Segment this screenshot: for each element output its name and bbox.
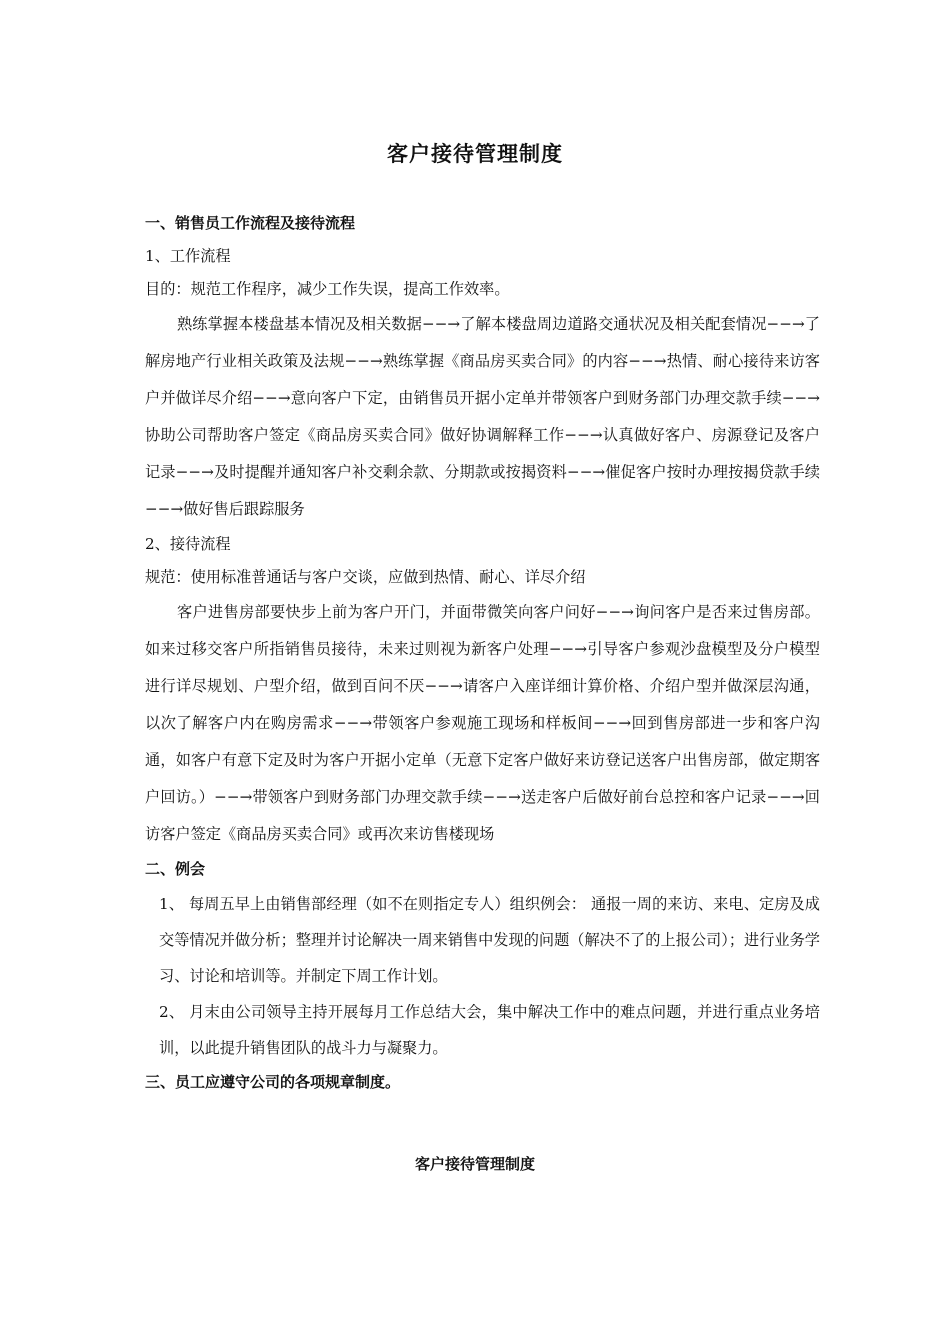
workflow-body: 熟练掌握本楼盘基本情况及相关数据−−→了解本楼盘周边道路交通状况及相关配套情况−−→了解房地产行业相关政策及法规−−→熟练掌握《商品房买卖合同》的内容−−→热情、耐心接待来访客户并做详尽介绍−−→意向客户下定，由销售员开据小定单并带领客户到财务部门办理交款手续−−→协助公司帮助客户签定《商品房买卖合同》做好协调解释工作−−→认真做好客户、房源登记及客户记录−−→及时提醒并通知客户补交剩余款、分期款或按揭资料−−→催促客户按时办理按揭贷款手续−−→做好售后跟踪服务 <box>145 315 820 518</box>
document-title: 客户接待管理制度 <box>387 142 563 166</box>
reception-rule: 规范：使用标准普通话与客户交谈，应做到热情、耐心、详尽介绍 <box>145 568 586 586</box>
reception-body: 客户进售房部要快步上前为客户开门，并面带微笑向客户问好−−→询问客户是否来过售房部。如来过移交客户所指销售员接待，未来过则视为新客户处理−−→引导客户参观沙盘模型及分户模型进行详尽规划、户型介绍，做到百问不厌−−→请客户入座详细计算价格、介绍户型并做深层沟通，以次了解客户内在购房需求−−→带领客户参观施工现场和样板间−−→回到售房部进一步和客户沟通，如客户有意下定及时为客户开据小定单（无意下定客户做好来访登记送客户出售房部，做定期客户回访。）−−→带领客户到财务部门办理交款手续−−→送走客户后做好前台总控和客户记录−−→回访客户签定《商品房买卖合同》或再次来访售楼现场 <box>145 603 820 843</box>
document-body <box>145 207 820 1099</box>
section-heading-rules: 三、员工应遵守公司的各项规章制度。 <box>145 1073 401 1091</box>
meeting-item-2: 2、 月末由公司领导主持开展每月工作总结大会，集中解决工作中的难点问题，并进行重点业务培训，以此提升销售团队的战斗力与凝聚力。 <box>159 1003 820 1057</box>
subsection-label-reception: 2、接待流程 <box>145 535 231 553</box>
meeting-item-1: 1、 每周五早上由销售部经理（如不在则指定专人）组织例会： 通报一周的来访、来电、定房及成交等情况并做分析；整理并讨论解决一周来销售中发现的问题（解决不了的上报公司）；进行业务学习、讨论和培训等。并制定下周工作计划。 <box>159 895 820 985</box>
workflow-purpose: 目的：规范工作程序，减少工作失误，提高工作效率。 <box>145 280 510 298</box>
page-footer-title: 客户接待管理制度 <box>414 1155 535 1173</box>
section-heading-workflow: 一、销售员工作流程及接待流程 <box>145 214 356 232</box>
section-heading-meeting: 二、例会 <box>145 860 206 878</box>
subsection-label-workflow: 1、工作流程 <box>145 247 231 265</box>
